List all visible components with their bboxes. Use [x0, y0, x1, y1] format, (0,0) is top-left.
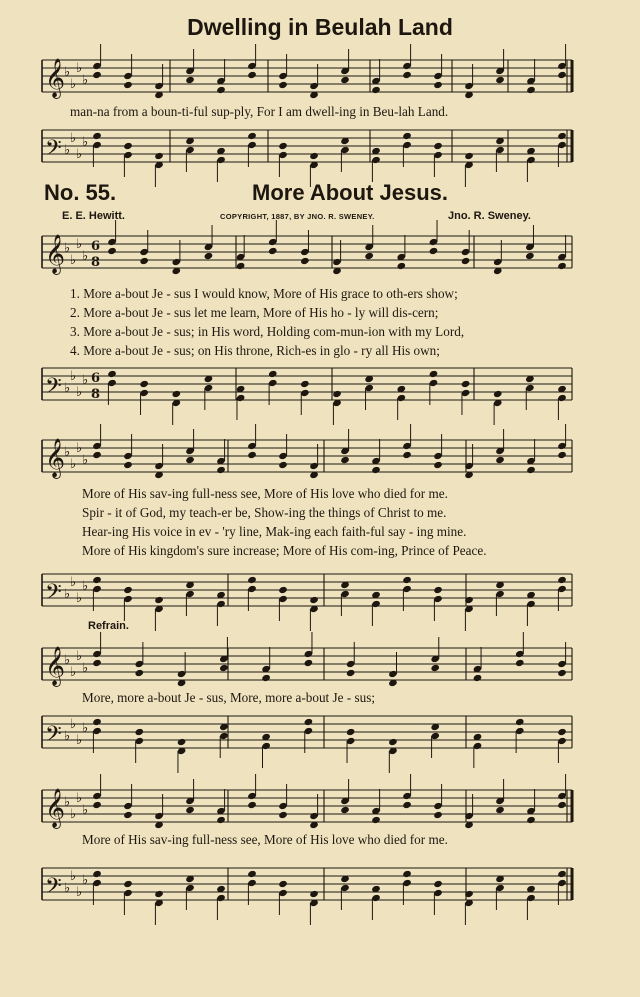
flat-icon: ♭ — [64, 729, 71, 744]
note-head — [388, 738, 398, 746]
note-head — [371, 816, 381, 824]
note-head — [172, 390, 182, 398]
note-head — [177, 738, 187, 746]
note-head — [247, 801, 257, 809]
bass-clef-icon: 𝄢 — [45, 374, 62, 404]
note-head — [557, 71, 567, 79]
copyright-notice: COPYRIGHT, 1887, BY JNO. R. SWENEY. — [220, 212, 375, 221]
note-head — [123, 586, 133, 594]
note-head — [429, 370, 439, 378]
flat-icon: ♭ — [70, 369, 77, 384]
note-head — [526, 86, 536, 94]
note-head — [433, 81, 443, 89]
treble-clef-icon: 𝄞 — [45, 788, 66, 828]
note-head — [247, 71, 257, 79]
flat-icon: ♭ — [70, 575, 77, 590]
refrain-line-1: More, more a-bout Je - sus, More, more a-bout Je - sus; — [82, 690, 375, 705]
note-head — [461, 257, 471, 265]
note-head — [433, 880, 443, 888]
note-head — [433, 461, 443, 469]
note-head — [300, 380, 310, 388]
note-head — [92, 576, 102, 584]
note-head — [185, 456, 195, 464]
refrain-line-2: More of His sav-ing full-ness see, More of His love who died for me. — [82, 832, 448, 847]
flat-icon: ♭ — [76, 147, 83, 162]
time-signature-bottom: 8 — [91, 387, 101, 402]
note-head — [304, 659, 314, 667]
bass-clef-icon: 𝄢 — [45, 722, 62, 752]
flat-icon: ♭ — [82, 135, 89, 150]
verse-1-line-1: 1. More a-bout Je - sus I would know, More of His grace to oth-ers show; — [70, 286, 458, 301]
flat-icon: ♭ — [76, 441, 83, 456]
note-head — [92, 132, 102, 140]
treble-clef-icon: 𝄞 — [45, 646, 66, 686]
note-head — [515, 718, 525, 726]
treble-clef-icon: 𝄞 — [45, 58, 66, 98]
note-head — [433, 811, 443, 819]
flat-icon: ♭ — [70, 77, 77, 92]
note-head — [346, 669, 356, 677]
hymn-title: More About Jesus. — [252, 180, 448, 205]
note-head — [219, 664, 229, 672]
note-head — [526, 466, 536, 474]
flat-icon: ♭ — [64, 241, 71, 256]
note-head — [92, 870, 102, 878]
flat-icon: ♭ — [82, 249, 89, 264]
bass-clef-icon: 𝄢 — [45, 874, 62, 904]
note-head — [236, 262, 246, 270]
note-head — [123, 461, 133, 469]
note-head — [402, 132, 412, 140]
verse-4-line-2: More of His kingdom's sure increase; More of His com-ing, Prince of Peace. — [82, 543, 487, 558]
note-head — [557, 669, 567, 677]
note-head — [261, 674, 271, 682]
flat-icon: ♭ — [82, 803, 89, 818]
flat-icon: ♭ — [70, 131, 77, 146]
flat-icon: ♭ — [70, 717, 77, 732]
note-head — [433, 586, 443, 594]
note-head — [557, 132, 567, 140]
note-head — [402, 71, 412, 79]
flat-icon: ♭ — [82, 661, 89, 676]
note-head — [332, 390, 342, 398]
note-head — [204, 252, 214, 260]
flat-icon: ♭ — [82, 579, 89, 594]
note-head — [493, 390, 503, 398]
flat-icon: ♭ — [64, 143, 71, 158]
hymn-number: No. 55. — [44, 180, 117, 205]
note-head — [247, 132, 257, 140]
note-head — [371, 466, 381, 474]
treble-clef-icon: 𝄞 — [45, 438, 66, 478]
note-head — [461, 380, 471, 388]
previous-hymn-lyric: man-na from a boun-ti-ful sup-ply, For I am dwell-ing in Beu-lah Land. — [70, 104, 449, 119]
flat-icon: ♭ — [76, 733, 83, 748]
flat-icon: ♭ — [64, 587, 71, 602]
music-composer: Jno. R. Sweney. — [448, 210, 531, 222]
verse-2-line-2: Spir - it of God, my teach-er be, Show-ing the things of Christ to me. — [82, 505, 447, 520]
note-head — [154, 890, 164, 898]
note-head — [402, 870, 412, 878]
flat-icon: ♭ — [64, 653, 71, 668]
note-head — [309, 596, 319, 604]
note-head — [134, 669, 144, 677]
note-head — [123, 81, 133, 89]
note-head — [216, 466, 226, 474]
note-head — [92, 451, 102, 459]
note-head — [134, 728, 144, 736]
flat-icon: ♭ — [76, 791, 83, 806]
note-head — [185, 806, 195, 814]
flat-icon: ♭ — [76, 885, 83, 900]
note-head — [526, 816, 536, 824]
note-head — [92, 659, 102, 667]
verse-3-line-1: 3. More a-bout Je - sus; in His word, Holding com-mun-ion with my Lord, — [70, 324, 465, 339]
note-head — [216, 86, 226, 94]
note-head — [525, 252, 535, 260]
refrain-label: Refrain. — [88, 620, 129, 632]
note-head — [557, 728, 567, 736]
verse-1-line-2: More of His sav-ing full-ness see, More of His love who died for me. — [82, 486, 448, 501]
note-head — [278, 81, 288, 89]
note-head — [340, 456, 350, 464]
note-head — [340, 76, 350, 84]
note-head — [340, 806, 350, 814]
note-head — [557, 262, 567, 270]
note-head — [495, 76, 505, 84]
verse-2-line-1: 2. More a-bout Je - sus let me learn, More of His ho - ly will dis-cern; — [70, 305, 439, 320]
note-head — [185, 76, 195, 84]
note-head — [557, 870, 567, 878]
note-head — [300, 257, 310, 265]
note-head — [309, 890, 319, 898]
words-author: E. E. Hewitt. — [62, 210, 125, 222]
flat-icon: ♭ — [82, 453, 89, 468]
note-head — [430, 664, 440, 672]
flat-icon: ♭ — [82, 873, 89, 888]
note-head — [107, 370, 117, 378]
flat-icon: ♭ — [70, 665, 77, 680]
flat-icon: ♭ — [76, 649, 83, 664]
note-head — [139, 257, 149, 265]
note-head — [92, 801, 102, 809]
verse-4-line-1: 4. More a-bout Je - sus; on His throne, Rich-es in glo - ry all His own; — [70, 343, 440, 358]
flat-icon: ♭ — [70, 807, 77, 822]
flat-icon: ♭ — [64, 881, 71, 896]
flat-icon: ♭ — [64, 795, 71, 810]
flat-icon: ♭ — [76, 385, 83, 400]
note-head — [107, 247, 117, 255]
verse-3-line-2: Hear-ing His voice in ev - 'ry line, Mak-ing each faith-ful say - ing mine. — [82, 524, 467, 539]
flat-icon: ♭ — [76, 237, 83, 252]
note-head — [402, 451, 412, 459]
note-head — [92, 71, 102, 79]
note-head — [278, 811, 288, 819]
note-head — [371, 86, 381, 94]
note-head — [557, 451, 567, 459]
note-head — [92, 718, 102, 726]
note-head — [139, 380, 149, 388]
note-head — [123, 880, 133, 888]
note-head — [473, 674, 483, 682]
flat-icon: ♭ — [82, 721, 89, 736]
note-head — [247, 451, 257, 459]
note-head — [278, 880, 288, 888]
note-head — [495, 806, 505, 814]
flat-icon: ♭ — [70, 869, 77, 884]
note-head — [278, 586, 288, 594]
note-head — [268, 370, 278, 378]
note-head — [278, 461, 288, 469]
time-signature-bottom: 8 — [91, 255, 101, 270]
flat-icon: ♭ — [76, 591, 83, 606]
note-head — [154, 152, 164, 160]
note-head — [268, 247, 278, 255]
note-head — [154, 596, 164, 604]
note-head — [402, 576, 412, 584]
flat-icon: ♭ — [70, 253, 77, 268]
note-head — [433, 142, 443, 150]
note-head — [557, 576, 567, 584]
bass-clef-icon: 𝄢 — [45, 136, 62, 166]
note-head — [515, 659, 525, 667]
note-head — [304, 718, 314, 726]
flat-icon: ♭ — [82, 373, 89, 388]
note-head — [464, 152, 474, 160]
note-head — [402, 801, 412, 809]
note-head — [216, 816, 226, 824]
note-head — [247, 576, 257, 584]
note-head — [123, 811, 133, 819]
flat-icon: ♭ — [64, 65, 71, 80]
note-head — [278, 142, 288, 150]
note-head — [309, 152, 319, 160]
note-head — [557, 801, 567, 809]
note-head — [429, 247, 439, 255]
note-head — [123, 142, 133, 150]
treble-clef-icon: 𝄞 — [45, 234, 66, 274]
previous-hymn-title: Dwelling in Beulah Land — [187, 14, 453, 40]
bass-clef-icon: 𝄢 — [45, 580, 62, 610]
flat-icon: ♭ — [64, 445, 71, 460]
time-signature-top: 6 — [91, 239, 101, 254]
time-signature-top: 6 — [91, 371, 101, 386]
note-head — [346, 728, 356, 736]
note-head — [364, 252, 374, 260]
flat-icon: ♭ — [82, 73, 89, 88]
flat-icon: ♭ — [70, 457, 77, 472]
flat-icon: ♭ — [64, 381, 71, 396]
note-head — [495, 456, 505, 464]
flat-icon: ♭ — [76, 61, 83, 76]
note-head — [247, 870, 257, 878]
note-head — [397, 262, 407, 270]
